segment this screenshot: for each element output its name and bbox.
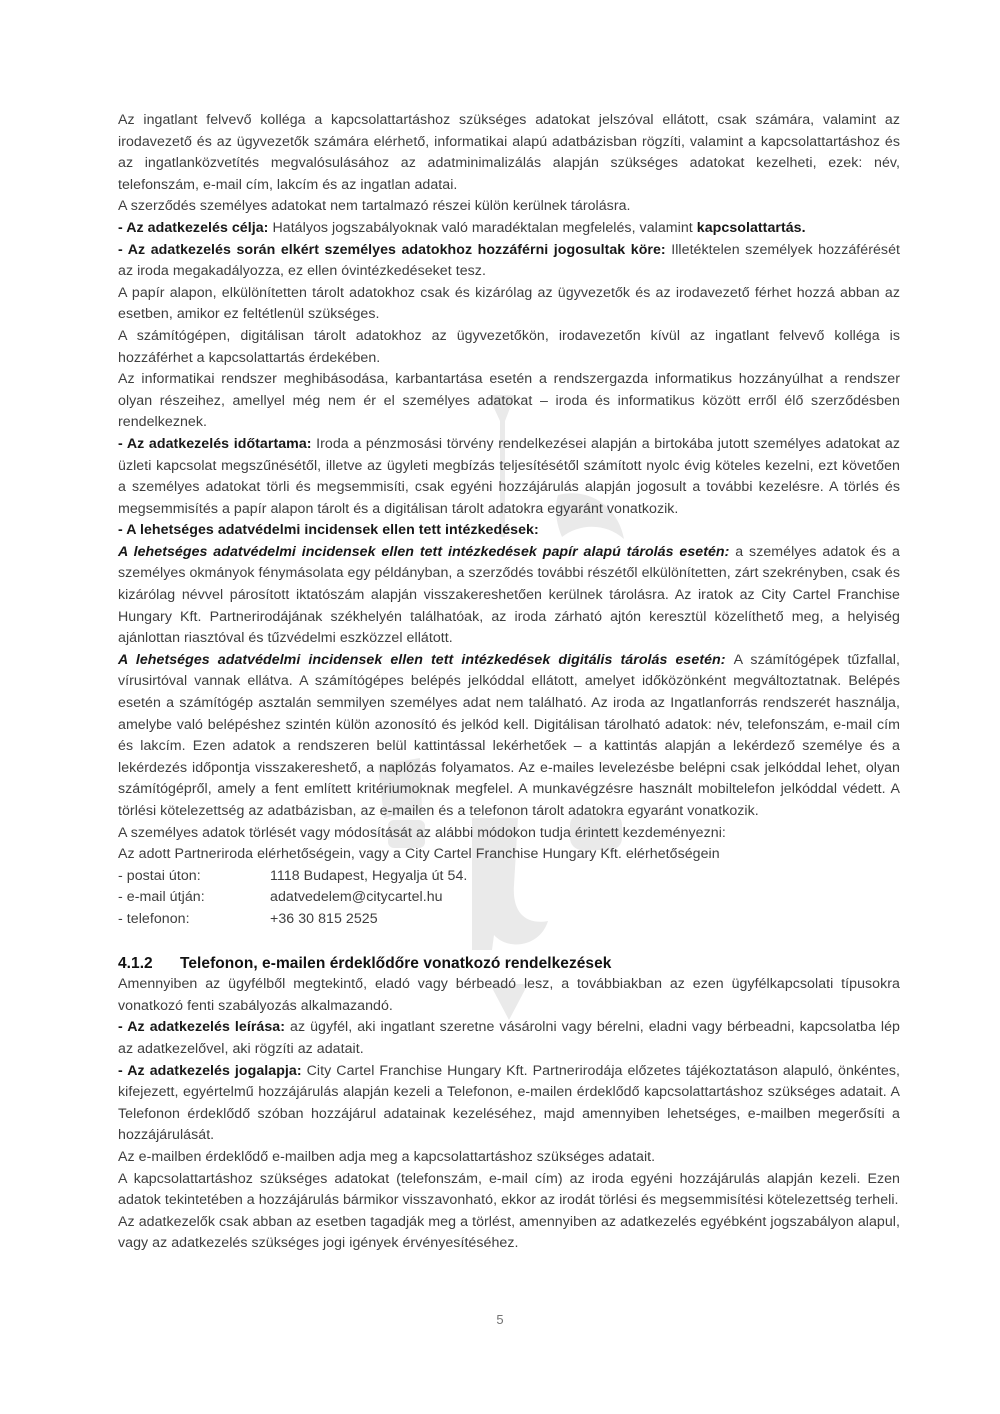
paragraph bbox=[118, 434, 900, 520]
paragraph bbox=[118, 196, 900, 218]
contact-row bbox=[118, 909, 900, 931]
text-segment: A papír alapon, elkülönítetten tárolt adatokhoz csak és kizárólag az ügyvezetők és az irodavezető férhet hozzá abban az esetben, amikor ez feltétlenül szükséges. bbox=[118, 284, 900, 323]
contact-label: - telefonon: bbox=[118, 910, 190, 927]
contact-value: +36 30 815 2525 bbox=[270, 910, 378, 927]
text-segment: Az e-mailben érdeklődő e-mailben adja meg a kapcsolattartáshoz szükséges adatait. bbox=[118, 1148, 656, 1165]
paragraph bbox=[118, 1169, 900, 1212]
text-segment: - Az adatkezelés célja: bbox=[118, 219, 273, 236]
contact-value: adatvedelem@citycartel.hu bbox=[270, 889, 443, 906]
text-segment: - Az adatkezelés jogalapja: bbox=[118, 1062, 307, 1079]
paragraph bbox=[118, 369, 900, 434]
paragraph bbox=[118, 1212, 900, 1255]
text-segment: Az informatikai rendszer meghibásodása, karbantartása esetén a rendszergazda informatikus hozzányúlhat a rendszer olyan részeihez, amellyel még nem ér el személyes adatokat – iroda és informatikus között erről élő szerződésben rendelkeznek. bbox=[118, 371, 900, 431]
text-segment: az ügyfél, aki ingatlant szeretne vásárolni vagy bérelni, eladni vagy bérbeadni, kapcsolatba lép az adatkezelővel, aki rögzíti az adatait. bbox=[118, 1019, 900, 1057]
text-segment: A személyes adatok törlését vagy módosítását az alábbi módokon tudja érintett kezdeményezni: bbox=[118, 824, 726, 841]
text-segment: - A lehetséges adatvédelmi incidensek ellen tett intézkedések: bbox=[118, 522, 539, 539]
paragraph bbox=[118, 240, 900, 283]
paragraph bbox=[118, 844, 900, 866]
text-segment: A kapcsolattartáshoz szükséges adatokat (telefonszám, e-mail cím) az iroda egyéni hozzájárulás alapján kezeli. Ezen adatok tekintetében a hozzájárulás bármikor visszavonható, ekkor az irodát törlési és megsemmisítési kötelezettség terheli. bbox=[118, 1170, 900, 1209]
text-segment: Hatályos jogszabályoknak való maradéktalan megfelelés, valamint bbox=[272, 219, 697, 236]
contact-value: 1118 Budapest, Hegyalja út 54. bbox=[270, 867, 468, 884]
text-segment: City Cartel Franchise Hungary Kft. Partnerirodája előzetes tájékoztatáson alapuló, önkéntes, kifejezett, egyértelmű hozzájárulás alapján kezeli a Telefonon, e-mailen érdeklődő kapcsolattartáshoz szükséges adatait. A Telefonon érdeklődő szóban hozzájárul adatainak kezeléséhez, majd amennyiben lehetséges, e-mailben megerősíti a hozzájárulását. bbox=[118, 1062, 900, 1144]
paragraph bbox=[118, 110, 900, 196]
paragraph bbox=[118, 218, 900, 240]
contact-row bbox=[118, 887, 900, 909]
paragraph bbox=[118, 326, 900, 369]
text-segment: kapcsolattartás. bbox=[696, 219, 806, 236]
text-segment: A számítógépen, digitálisan tárolt adatokhoz az ügyvezetőkön, irodavezetőn kívül az ingatlant felvevő kolléga is hozzáférhet a kapcsolattartás érdekében. bbox=[118, 327, 900, 366]
paragraph bbox=[118, 1061, 900, 1147]
paragraph bbox=[118, 823, 900, 845]
section-heading-text: Telefonon, e-mailen érdeklődőre vonatkozó rendelkezések bbox=[180, 954, 612, 972]
section-heading bbox=[118, 953, 900, 975]
contact-label: - e-mail útján: bbox=[118, 889, 205, 906]
text-segment: - Az adatkezelés során elkért személyes adatokhoz hozzáférni jogosultak köre: bbox=[118, 241, 672, 258]
text-segment: Amennyiben az ügyfélből megtekintő, eladó vagy bérbeadó lesz, a továbbiakban az ezen ügyfélkapcsolati típusokra vonatkozó fenti szabályozás alkalmazandó. bbox=[118, 976, 900, 1014]
text-segment: Az adott Partneriroda elérhetőségein, vagy a City Cartel Franchise Hungary Kft. elérhetőségein bbox=[118, 846, 720, 863]
text-segment: a személyes adatok és a személyes okmányok fénymásolata egy példányban, a szerződés további részétől elkülönítetten, zárt szekrényben, csak és kizárólag névvel párosított iktatószám alapján visszakereshetően kerülnek tárolásra. Az iratok az City Cartel Franchise Hungary Kft. Partnerirodájának székhelyén találhatóak, az iroda zárható ajtón keresztül közelíthető meg, a helyiség ajánlottan riasztóval és tűzvédelmi eszközzel ellátott. bbox=[118, 543, 900, 647]
contact-label: - postai úton: bbox=[118, 867, 201, 884]
paragraph bbox=[118, 974, 900, 1017]
text-segment: - Az adatkezelés leírása: bbox=[118, 1019, 290, 1036]
text-segment: - Az adatkezelés időtartama: bbox=[118, 435, 317, 452]
contact-row bbox=[118, 866, 900, 888]
text-segment: A lehetséges adatvédelmi incidensek ellen tett intézkedések papír alapú tárolás esetén: bbox=[118, 543, 736, 560]
text-segment: Iroda a pénzmosási törvény rendelkezései alapján a birtokába jutott személyes adatokat az üzleti kapcsolat megszűnésétől, illetve az ügyleti megbízás teljesítésétől számított nyolc évig köteles kezelni, ezt követően a személyes adatokat törli és megsemmisíti, csak egyéni hozzájárulás alapján jogosult a további kezelésre. A törlés és megsemmisítés a papír alapon tárolt és a digitálisan tárolt adatokra egyaránt vonatkozik. bbox=[118, 435, 900, 517]
text-segment: A lehetséges adatvédelmi incidensek ellen tett intézkedések digitális tárolás esetén: bbox=[118, 651, 734, 668]
section-heading-number: 4.1.2 bbox=[118, 954, 153, 972]
document-body bbox=[118, 110, 900, 1255]
paragraph bbox=[118, 542, 900, 650]
paragraph bbox=[118, 1017, 900, 1060]
paragraph bbox=[118, 1147, 900, 1169]
text-segment: A szerződés személyes adatokat nem tartalmazó részei külön kerülnek tárolásra. bbox=[118, 198, 631, 215]
paragraph bbox=[118, 520, 900, 542]
text-segment: A számítógépek tűzfallal, vírusirtóval vannak ellátva. A számítógépes belépés jelkóddal ellátott, amelyet időközönként megváltoztatnak. Belépés esetén a számítógép asztalán semmilyen személyes adat nem található. Az iroda az Ingatlanforrás rendszerét használja, amelybe való belépéshez szintén külön azonosító és jelkód kell. Digitálisan tárolható adatok: név, telefonszám, e-mail cím és lakcím. Ezen adatok a rendszeren belül kattintással lekérhetőek – a kattintás alapján a lekérdező személye és a lekérdezés időpontja visszakereshető, a naplózás folyamatos. Az e-mailes levelezésbe belépni csak jelkóddal lehet, olyan számítógépről, amely a fent említett kritériumoknak megfelel. A munkavégzésre használt mobiltelefon jelkóddal védett. A törlési kötelezettség az adatbázisban, az e-mailen és a telefonon tárolt adatokra egyaránt vonatkozik. bbox=[118, 651, 900, 819]
paragraph bbox=[118, 283, 900, 326]
page-number: 5 bbox=[496, 1312, 504, 1327]
text-segment: Az adatkezelők csak abban az esetben tagadják meg a törlést, amennyiben az adatkezelés egyébként jogszabályon alapul, vagy az adatkezelés szükséges jogi igények érvényesítéséhez. bbox=[118, 1213, 900, 1252]
paragraph bbox=[118, 650, 900, 823]
text-segment: Az ingatlant felvevő kolléga a kapcsolattartáshoz szükséges adatokat jelszóval ellátott, csak számára, valamint az irodavezető és az ügyvezetők számára elérhető, informatikai alapú adatbázisban rögzíti, valamint a kapcsolattartáshoz és az ingatlanközvetítés megvalósulásához az adatminimalizálás alapján szükséges adatokat kezelheti, ezek: név, telefonszám, e-mail cím, lakcím és az ingatlan adatai. bbox=[118, 112, 900, 193]
text-segment: Illetéktelen személyek hozzáférését az iroda megakadályozza, ez ellen óvintézkedéseket tesz. bbox=[118, 241, 900, 280]
